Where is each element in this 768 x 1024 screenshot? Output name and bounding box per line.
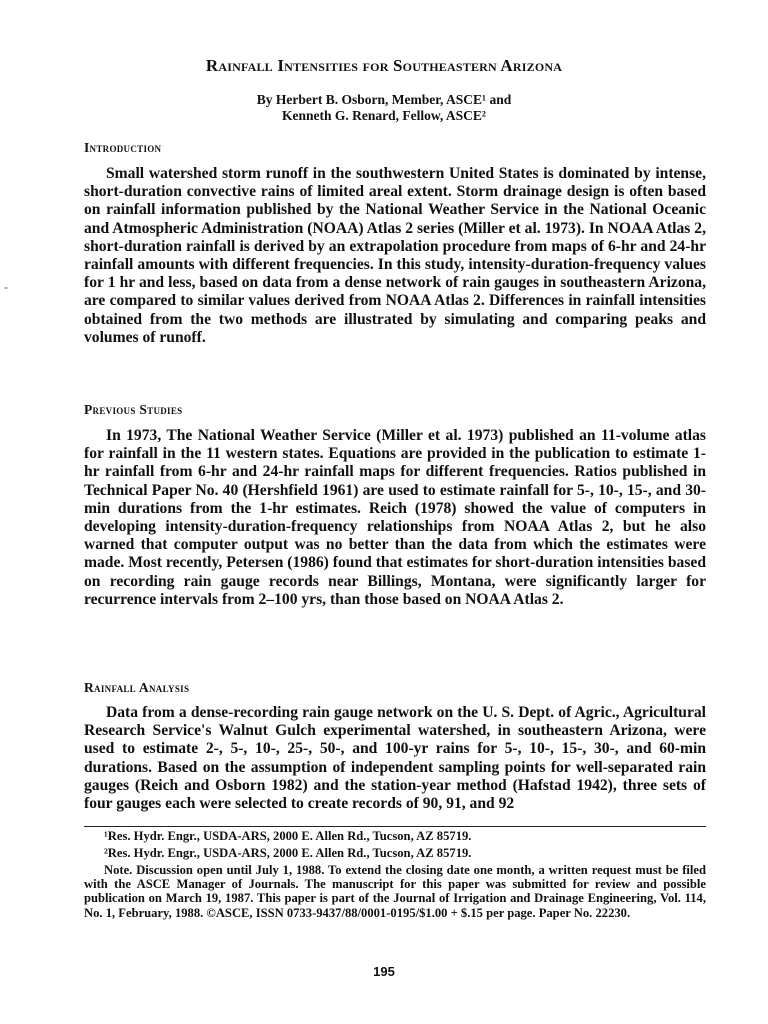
heading-previous-studies: Previous Studies <box>84 402 183 417</box>
author-line-1: By Herbert B. Osborn, Member, ASCE¹ and <box>256 92 512 107</box>
author-block <box>0 92 768 124</box>
margin-mark: - <box>4 280 8 294</box>
heading-introduction: Introduction <box>84 140 162 155</box>
footnote-2: ²Res. Hydr. Engr., USDA-ARS, 2000 E. Allen Rd., Tucson, AZ 85719. <box>104 846 472 860</box>
footnote-rule <box>84 826 706 827</box>
footnote-1: ¹Res. Hydr. Engr., USDA-ARS, 2000 E. Allen Rd., Tucson, AZ 85719. <box>104 829 472 843</box>
footnote-note: Note. Discussion open until July 1, 1988. To extend the closing date one month, a written request must be filed with the ASCE Manager of Journals. The manuscript for this paper was submitted for review and possible publication on March 19, 1987. This paper is part of the Journal of Irrigation and Drainage Engineering, Vol. 114, No. 1, February, 1988. ©ASCE, ISSN 0733-9437/88/0001-0195/$1.00 + $.15 per page. Paper No. 22230. <box>84 863 706 920</box>
heading-rainfall-analysis: Rainfall Analysis <box>84 680 190 695</box>
paragraph-introduction: Small watershed storm runoff in the southwestern United States is dominated by intense, short-duration convective rains of limited areal extent. Storm drainage design is often based on rainfall information published by the National Weather Service in the National Oceanic and Atmospheric Administration (NOAA) Atlas 2 series (Miller et al. 1973). In NOAA Atlas 2, short-duration rainfall is derived by an extrapolation procedure from maps of 6-hr and 24-hr rainfall amounts with different frequencies. In this study, intensity-duration-frequency values for 1 hr and less, based on data from a dense network of rain gauges in southeastern Arizona, are compared to similar values derived from NOAA Atlas 2. Differences in rainfall intensities obtained from the two methods are illustrated by simulating and comparing peaks and volumes of runoff. <box>84 165 706 346</box>
paper-title: Rainfall Intensities for Southeastern Arizona <box>205 56 563 75</box>
page-number: 195 <box>373 964 395 979</box>
paragraph-rainfall-analysis: Data from a dense-recording rain gauge network on the U. S. Dept. of Agric., Agricultural Research Service's Walnut Gulch experimental watershed, in southeastern Arizona, were used to estimate 2-, 5-, 10-, 25-, 50-, and 100-yr rains for 5-, 10-, 15-, 30-, and 60-min durations. Based on the assumption of independent sampling points for well-separated rain gauges (Reich and Osborn 1982) and the station-year method (Hafstad 1942), three sets of four gauges each were selected to create records of 90, 91, and 92 <box>84 704 706 813</box>
author-line-2: Kenneth G. Renard, Fellow, ASCE² <box>282 108 486 123</box>
paragraph-previous-studies: In 1973, The National Weather Service (Miller et al. 1973) published an 11-volume atlas for rainfall in the 11 western states. Equations are provided in the publication to estimate 1-hr rainfall from 6-hr and 24-hr rainfall maps for different frequencies. Ratios published in Technical Paper No. 40 (Hershfield 1961) are used to estimate rainfall for 5-, 10-, 15-, and 30-min durations from the 1-hr estimates. Reich (1978) showed the value of computers in developing intensity-duration-frequency relationships from NOAA Atlas 2, but he also warned that computer output was no better than the data from which the estimates were made. Most recently, Petersen (1986) found that estimates for short-duration intensities based on recording rain gauge records near Billings, Montana, were significantly larger for recurrence intervals from 2–100 yrs, than those based on NOAA Atlas 2. <box>84 427 706 608</box>
